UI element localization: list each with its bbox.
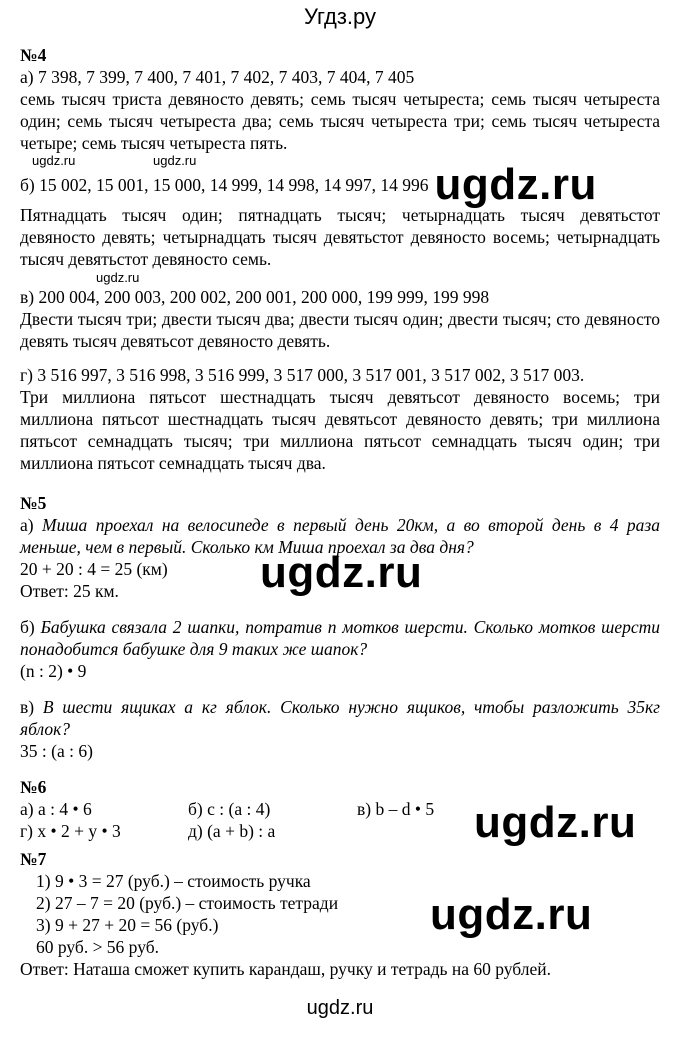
watermark-small: ugdz.ru (153, 153, 197, 168)
n5-v-solution: 35 : (a : 6) (20, 741, 93, 761)
site-title: Угдз.ру (303, 4, 377, 29)
n6-d: д) (a + b) : a (188, 821, 276, 841)
watermark-small: ugdz.ru (96, 270, 140, 285)
n5-a-label: а) (20, 515, 43, 535)
n4-a-numbers: а) 7 398, 7 399, 7 400, 7 401, 7 402, 7 403, 7 404, 7 405 (20, 67, 415, 87)
n6-b: б) c : (a : 4) (188, 799, 271, 819)
watermark-gap (20, 270, 660, 286)
n6-a: а) a : 4 • 6 (20, 799, 92, 819)
n5-a-solution: 20 + 20 : 4 = 25 (км) (20, 559, 168, 579)
watermark-small: ugdz.ru (32, 153, 76, 168)
n5-v-task (20, 696, 660, 740)
n5-b-task (20, 616, 660, 660)
n5-a-answer: Ответ: 25 км. (20, 581, 119, 601)
n7-step: 1) 9 • 3 = 27 (руб.) – стоимость ручка (36, 871, 311, 891)
watermark-large: ugdz.ru (434, 160, 597, 209)
n6-g: г) x • 2 + y • 3 (20, 821, 121, 841)
n6-v: в) b – d • 5 (357, 799, 435, 819)
heading-n4: №4 (20, 45, 47, 65)
watermark-footer: ugdz.ru (306, 997, 374, 1019)
n5-v-label: в) (20, 697, 43, 717)
heading-n6: №6 (20, 777, 47, 797)
n5-b-label: б) (20, 617, 41, 637)
n7-step: 60 руб. > 56 руб. (36, 937, 160, 957)
n4-g-words: Три миллиона пятьсот шестнадцать тысяч девятьсот девяносто восемь; три миллиона пятьсот шестнадцать тысяч девятьсот девяносто девять; три миллиона пятьсот семнадцать тысяч; три миллиона пятьсот семнадцать тысяч один; три миллиона пятьсот семнадцать тысяч два. (20, 387, 660, 473)
n7-steps (20, 870, 660, 958)
n4-a-words: семь тысяч триста девяносто девять; семь тысяч четыреста; семь тысяч четыреста один; семь тысяч четыреста два; семь тысяч четыреста три; семь тысяч четыреста четыре; семь тысяч четыреста пять. (20, 89, 660, 153)
n4-g-numbers: г) 3 516 997, 3 516 998, 3 516 999, 3 517 000, 3 517 001, 3 517 002, 3 517 003. (20, 365, 585, 385)
n7-answer: Ответ: Наташа сможет купить карандаш, ручку и тетрадь на 60 рублей. (20, 959, 551, 979)
heading-n5: №5 (20, 493, 47, 513)
n7-step: 2) 27 – 7 = 20 (руб.) – стоимость тетради (36, 893, 339, 913)
n5-v-text: В шести ящиках a кг яблок. Сколько нужно ящиков, чтобы разложить 35кг яблок? (20, 697, 660, 739)
heading-n7: №7 (20, 849, 47, 869)
n5-a-text: Миша проехал на велосипеде в первый день 20км, а во второй день в 4 раза меньше, чем в первый. Сколько км Миша проехал за два дня? (20, 515, 660, 557)
n4-b-numbers: б) 15 002, 15 001, 15 000, 14 999, 14 998, 14 997, 14 996 (20, 175, 429, 195)
n7-step: 3) 9 + 27 + 20 = 56 (руб.) (36, 915, 219, 935)
watermark-large: ugdz.ru (430, 890, 593, 939)
n4-v-numbers: в) 200 004, 200 003, 200 002, 200 001, 200 000, 199 999, 199 998 (20, 287, 490, 307)
n5-b-solution: (n : 2) • 9 (20, 661, 87, 681)
n6-block (20, 798, 660, 847)
watermark-large: ugdz.ru (474, 798, 637, 847)
watermark-large: ugdz.ru (260, 548, 423, 597)
n4-b-row (20, 160, 660, 209)
n4-v-words: Двести тысяч три; двести тысяч два; двести тысяч один; двести тысяч; сто девяносто девять тысяч девятьсот девяносто девять. (20, 309, 660, 351)
n4-b-words: Пятнадцать тысяч один; пятнадцать тысяч; четырнадцать тысяч девятьстот девяносто девять; четырнадцать тысяч девятьстот девяносто восемь; четырнадцать тысяч девятьстот девяносто семь. (20, 205, 660, 269)
n5-b-text: Бабушка связала 2 шапки, потратив n мотков шерсти. Сколько мотков шерсти понадобится бабушке для 9 таких же шапок? (20, 617, 661, 659)
